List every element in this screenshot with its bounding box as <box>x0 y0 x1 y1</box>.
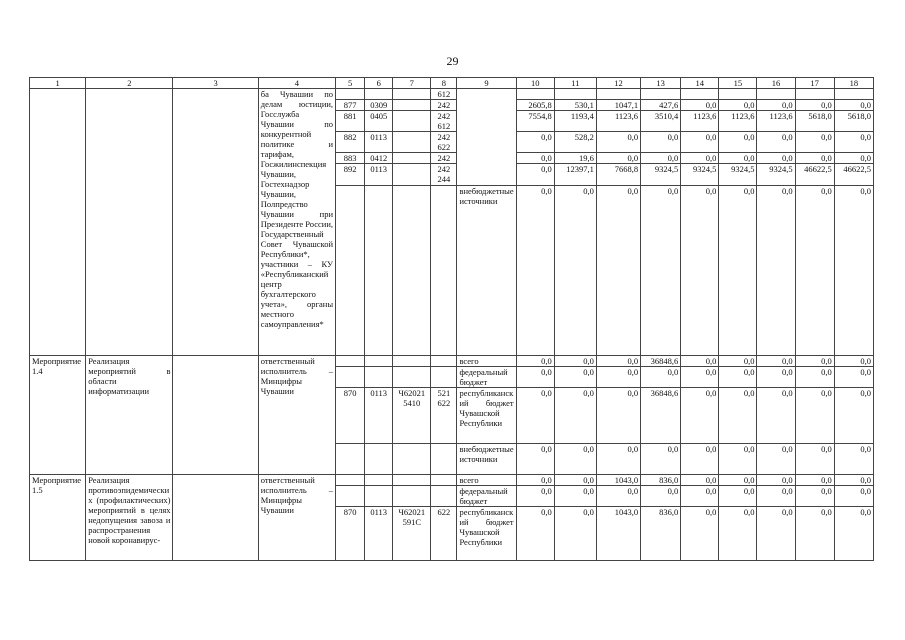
value-cell: 0,0 <box>641 486 681 507</box>
value-cell: 36848,6 <box>641 356 681 367</box>
vr-cell <box>431 356 457 367</box>
value-cell: 0,0 <box>719 153 757 164</box>
rzpr-cell: 0113 <box>365 132 393 153</box>
value-cell: 0,0 <box>719 100 757 111</box>
value-cell <box>834 89 873 100</box>
table-row <box>30 356 874 367</box>
vr-cell <box>431 164 457 186</box>
value-cell: 7668,8 <box>596 164 640 186</box>
rzpr-cell: 0412 <box>365 153 393 164</box>
vr-code: 244 <box>437 174 451 184</box>
value-cell: 530,1 <box>554 100 596 111</box>
value-cell <box>719 89 757 100</box>
vr-cell: 622 <box>431 507 457 561</box>
value-cell: 19,6 <box>554 153 596 164</box>
grbs-cell <box>336 486 365 507</box>
value-cell: 0,0 <box>516 356 554 367</box>
value-cell: 0,0 <box>757 100 795 111</box>
csr-cell <box>393 486 431 507</box>
grbs-cell: 870 <box>336 507 365 561</box>
value-cell: 0,0 <box>757 356 795 367</box>
value-cell: 5618,0 <box>795 111 834 132</box>
vr-code: 242 <box>437 153 451 163</box>
csr-cell <box>393 475 431 486</box>
value-cell: 0,0 <box>681 356 719 367</box>
vr-cell <box>431 89 457 100</box>
value-cell: 0,0 <box>757 475 795 486</box>
table-row <box>30 475 874 486</box>
value-cell: 2605,8 <box>516 100 554 111</box>
rzpr-cell <box>365 186 393 356</box>
value-cell: 0,0 <box>641 132 681 153</box>
value-cell: 0,0 <box>681 507 719 561</box>
source-cell: республиканский бюджет Чувашской Республики <box>457 388 516 444</box>
value-cell: 0,0 <box>641 186 681 356</box>
grbs-cell: 882 <box>336 132 365 153</box>
value-cell: 0,0 <box>719 186 757 356</box>
vr-code: 242 <box>437 164 451 174</box>
value-cell: 9324,5 <box>757 164 795 186</box>
source-cell <box>457 89 516 186</box>
value-cell: 0,0 <box>834 153 873 164</box>
csr-cell: Ч62021 591С <box>393 507 431 561</box>
value-cell: 0,0 <box>834 367 873 388</box>
value-cell: 0,0 <box>681 475 719 486</box>
budget-table <box>29 77 874 561</box>
value-cell: 0,0 <box>681 132 719 153</box>
vr-code: 622 <box>437 142 451 152</box>
value-cell: 36848,6 <box>641 388 681 444</box>
value-cell: 0,0 <box>554 475 596 486</box>
grbs-cell <box>336 186 365 356</box>
grbs-cell: 881 <box>336 111 365 132</box>
value-cell: 0,0 <box>719 444 757 475</box>
source-cell: республиканский бюджет Чувашской Республики <box>457 507 516 561</box>
value-cell: 0,0 <box>757 186 795 356</box>
value-cell: 0,0 <box>795 367 834 388</box>
value-cell: 0,0 <box>834 388 873 444</box>
csr-cell <box>393 132 431 153</box>
value-cell: 0,0 <box>641 153 681 164</box>
value-cell: 0,0 <box>596 486 640 507</box>
goal-cell <box>173 89 258 356</box>
value-cell: 0,0 <box>795 475 834 486</box>
csr-cell <box>393 367 431 388</box>
vr-cell <box>431 186 457 356</box>
goal-cell <box>173 475 258 561</box>
value-cell: 0,0 <box>554 444 596 475</box>
value-cell: 0,0 <box>795 444 834 475</box>
value-cell: 0,0 <box>795 486 834 507</box>
source-cell: федеральный бюджет <box>457 367 516 388</box>
column-header: 15 <box>719 78 757 89</box>
value-cell: 0,0 <box>834 507 873 561</box>
vr-code: 612 <box>437 89 451 99</box>
value-cell: 836,0 <box>641 507 681 561</box>
rzpr-cell: 0309 <box>365 100 393 111</box>
column-header: 10 <box>516 78 554 89</box>
column-header: 13 <box>641 78 681 89</box>
grbs-cell <box>336 89 365 100</box>
vr-cell: 521 622 <box>431 388 457 444</box>
rzpr-cell: 0405 <box>365 111 393 132</box>
grbs-cell: 870 <box>336 388 365 444</box>
vr-cell <box>431 444 457 475</box>
value-cell <box>554 89 596 100</box>
csr-cell <box>393 111 431 132</box>
value-cell: 0,0 <box>554 486 596 507</box>
value-cell: 0,0 <box>719 132 757 153</box>
column-header: 5 <box>336 78 365 89</box>
source-cell: внебюджетные источники <box>457 444 516 475</box>
event-executor: ответственный исполнитель – Минцифры Чувашии <box>258 356 335 475</box>
value-cell: 0,0 <box>554 186 596 356</box>
value-cell: 0,0 <box>641 367 681 388</box>
value-cell: 0,0 <box>554 507 596 561</box>
value-cell: 0,0 <box>719 486 757 507</box>
csr-cell <box>393 100 431 111</box>
vr-cell <box>431 111 457 132</box>
rzpr-cell: 0113 <box>365 388 393 444</box>
vr-code: 242 <box>437 132 451 142</box>
value-cell: 0,0 <box>681 367 719 388</box>
source-cell: внебюджетные источники <box>457 186 516 356</box>
value-cell <box>596 89 640 100</box>
value-cell: 1193,4 <box>554 111 596 132</box>
vr-cell <box>431 153 457 164</box>
value-cell: 0,0 <box>795 186 834 356</box>
csr-cell <box>393 153 431 164</box>
value-cell: 0,0 <box>795 132 834 153</box>
csr-cell <box>393 444 431 475</box>
value-cell: 0,0 <box>554 367 596 388</box>
column-header: 2 <box>86 78 173 89</box>
value-cell: 0,0 <box>516 475 554 486</box>
rzpr-cell <box>365 367 393 388</box>
value-cell: 0,0 <box>681 388 719 444</box>
value-cell: 0,0 <box>757 444 795 475</box>
value-cell: 0,0 <box>596 153 640 164</box>
value-cell: 9324,5 <box>719 164 757 186</box>
value-cell: 0,0 <box>681 100 719 111</box>
vr-cell <box>431 100 457 111</box>
rzpr-cell <box>365 475 393 486</box>
source-cell: всего <box>457 356 516 367</box>
value-cell: 0,0 <box>516 486 554 507</box>
source-cell: федеральный бюджет <box>457 486 516 507</box>
rzpr-cell <box>365 444 393 475</box>
value-cell: 0,0 <box>757 486 795 507</box>
value-cell: 1123,6 <box>757 111 795 132</box>
value-cell <box>795 89 834 100</box>
executors-cell: ба Чувашии по делам юстиции, Госслужба Чувашии по конкурентной политике и тарифам, Госжилинспекция Чувашии, Гостехнадзор Чувашии, Полпредство Чувашии при Президенте России, Государственный Совет Чувашской Республики*, участники – КУ «Республиканский центр бухгалтерского учета», органы местного самоуправления* <box>258 89 335 356</box>
value-cell: 1043,0 <box>596 475 640 486</box>
csr-cell <box>393 356 431 367</box>
value-cell: 9324,5 <box>681 164 719 186</box>
value-cell: 0,0 <box>596 367 640 388</box>
value-cell: 0,0 <box>834 100 873 111</box>
value-cell: 0,0 <box>795 388 834 444</box>
csr-cell: Ч62021 5410 <box>393 388 431 444</box>
event-status: Мероприятие 1.4 <box>30 356 86 475</box>
value-cell: 0,0 <box>834 486 873 507</box>
event-name: Реализация мероприятий в области информатизации <box>86 356 173 475</box>
csr-cell <box>393 186 431 356</box>
column-header: 9 <box>457 78 516 89</box>
grbs-cell: 892 <box>336 164 365 186</box>
column-header: 17 <box>795 78 834 89</box>
value-cell: 1123,6 <box>596 111 640 132</box>
value-cell: 46622,5 <box>795 164 834 186</box>
column-header: 16 <box>757 78 795 89</box>
event-name-cell <box>86 89 173 356</box>
value-cell: 0,0 <box>834 356 873 367</box>
value-cell: 0,0 <box>719 507 757 561</box>
value-cell <box>757 89 795 100</box>
vr-cell <box>431 367 457 388</box>
value-cell: 0,0 <box>719 367 757 388</box>
column-header: 7 <box>393 78 431 89</box>
grbs-cell <box>336 356 365 367</box>
rzpr-cell <box>365 356 393 367</box>
value-cell: 0,0 <box>834 132 873 153</box>
value-cell: 0,0 <box>596 132 640 153</box>
value-cell: 0,0 <box>795 153 834 164</box>
value-cell: 0,0 <box>757 388 795 444</box>
grbs-cell <box>336 475 365 486</box>
value-cell: 7554,8 <box>516 111 554 132</box>
value-cell <box>516 89 554 100</box>
value-cell: 0,0 <box>641 444 681 475</box>
column-header: 6 <box>365 78 393 89</box>
column-header: 4 <box>258 78 335 89</box>
value-cell: 0,0 <box>596 356 640 367</box>
value-cell <box>641 89 681 100</box>
csr-cell <box>393 164 431 186</box>
value-cell: 0,0 <box>757 153 795 164</box>
column-header: 1 <box>30 78 86 89</box>
source-cell: всего <box>457 475 516 486</box>
value-cell: 1123,6 <box>681 111 719 132</box>
rzpr-cell <box>365 486 393 507</box>
value-cell: 12397,1 <box>554 164 596 186</box>
vr-cell <box>431 475 457 486</box>
rzpr-cell: 0113 <box>365 164 393 186</box>
value-cell: 0,0 <box>554 356 596 367</box>
value-cell: 0,0 <box>795 507 834 561</box>
table-row <box>30 89 874 100</box>
event-status: Мероприятие 1.5 <box>30 475 86 561</box>
value-cell <box>681 89 719 100</box>
value-cell: 0,0 <box>554 388 596 444</box>
column-header: 3 <box>173 78 258 89</box>
vr-cell <box>431 132 457 153</box>
column-header: 18 <box>834 78 873 89</box>
value-cell: 0,0 <box>757 507 795 561</box>
csr-cell <box>393 89 431 100</box>
grbs-cell: 877 <box>336 100 365 111</box>
value-cell: 1047,1 <box>596 100 640 111</box>
value-cell: 0,0 <box>834 475 873 486</box>
value-cell: 0,0 <box>757 367 795 388</box>
value-cell: 0,0 <box>516 164 554 186</box>
vr-cell <box>431 486 457 507</box>
value-cell: 0,0 <box>795 100 834 111</box>
column-header: 12 <box>596 78 640 89</box>
value-cell: 836,0 <box>641 475 681 486</box>
header-row <box>30 78 874 89</box>
value-cell: 427,6 <box>641 100 681 111</box>
event-name: Реализация противоэпидемических (профилактических) мероприятий в целях недопущения завоза и распространения новой коронавирус- <box>86 475 173 561</box>
status-cell <box>30 89 86 356</box>
value-cell: 0,0 <box>516 132 554 153</box>
value-cell: 0,0 <box>596 388 640 444</box>
value-cell: 0,0 <box>516 388 554 444</box>
value-cell: 0,0 <box>516 367 554 388</box>
value-cell: 0,0 <box>516 153 554 164</box>
value-cell: 3510,4 <box>641 111 681 132</box>
value-cell: 0,0 <box>757 132 795 153</box>
value-cell: 0,0 <box>834 444 873 475</box>
goal-cell <box>173 356 258 475</box>
value-cell: 1123,6 <box>719 111 757 132</box>
vr-code: 242 <box>437 111 451 121</box>
rzpr-cell <box>365 89 393 100</box>
column-header: 8 <box>431 78 457 89</box>
value-cell: 0,0 <box>516 186 554 356</box>
column-header: 11 <box>554 78 596 89</box>
value-cell: 9324,5 <box>641 164 681 186</box>
value-cell: 0,0 <box>596 444 640 475</box>
value-cell: 0,0 <box>681 186 719 356</box>
value-cell: 5618,0 <box>834 111 873 132</box>
vr-code: 242 <box>437 100 451 110</box>
value-cell: 1043,0 <box>596 507 640 561</box>
value-cell: 0,0 <box>719 356 757 367</box>
value-cell: 0,0 <box>516 444 554 475</box>
value-cell: 0,0 <box>681 444 719 475</box>
page-number: 29 <box>446 54 459 68</box>
value-cell: 0,0 <box>834 186 873 356</box>
value-cell: 0,0 <box>681 486 719 507</box>
column-header: 14 <box>681 78 719 89</box>
value-cell: 0,0 <box>516 507 554 561</box>
value-cell: 0,0 <box>596 186 640 356</box>
vr-code: 612 <box>437 121 451 131</box>
value-cell: 0,0 <box>681 153 719 164</box>
value-cell: 0,0 <box>719 475 757 486</box>
value-cell: 0,0 <box>795 356 834 367</box>
value-cell: 528,2 <box>554 132 596 153</box>
grbs-cell <box>336 367 365 388</box>
value-cell: 0,0 <box>719 388 757 444</box>
value-cell: 46622,5 <box>834 164 873 186</box>
event-executor: ответственный исполнитель – Минцифры Чувашии <box>258 475 335 561</box>
rzpr-cell: 0113 <box>365 507 393 561</box>
grbs-cell: 883 <box>336 153 365 164</box>
grbs-cell <box>336 444 365 475</box>
